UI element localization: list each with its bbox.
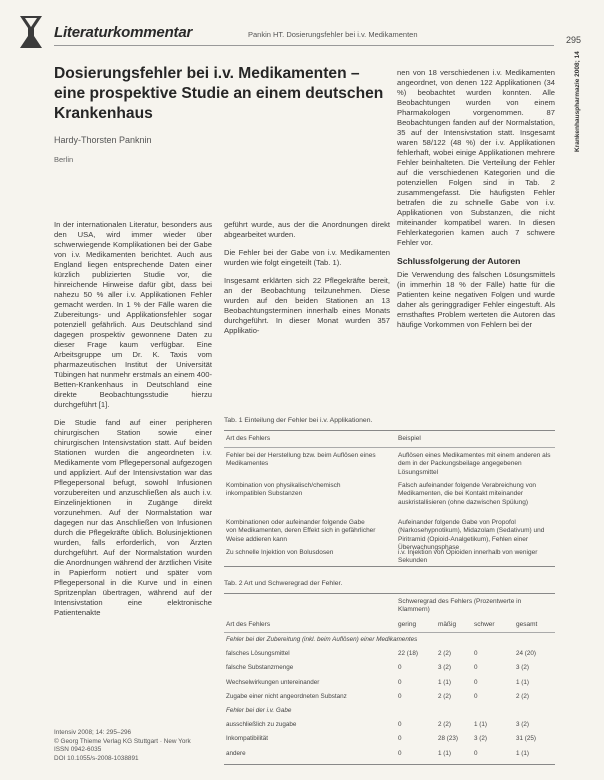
table-2-cell: 0 [474,678,478,686]
table-2-cell: 1 (1) [438,678,451,686]
table-2-cell: 3 (2) [438,664,451,672]
table-2-cell: 2 (2) [516,692,529,700]
table-2-cell: 0 [474,749,478,757]
table-1-cell: Auflösen eines Medikamentes mit einem anderen als dem in der Packungsbeilage angegebenen Lösungsmittel [398,452,551,476]
table-rule [224,632,555,633]
table-2-row [224,735,555,744]
body-paragraph: In der internationalen Literatur, besonders aus den USA, wird immer wieder über schwerwiegende Komplikationen bei der Gabe von i.v. Medikamenten berichtet. Auch aus England liegen entsprechende Daten einer kürzlich publizierten Studie vor, die hinreichende Hinweise dafür gibt, dass bei nahezu 50 % aller i.v. Applikationen Fehler gemacht werden. In 1 % der Fälle waren die Zubereitungs- und Applikationsfehler sogar potenziell gefährlich. Aus Deutschland sind dagegen prospektiv gewonnene Daten zu dieser Frage kaum verfügbar. Eine Arbeitsgruppe um Dr. K. Taxis vom pharmazeutischen Institut der Universität Tübingen hat nunmehr erstmals an einem 400-Betten-Krankenhaus in Deutschland eine direkte Beobachtungsstudie hierzu durchgeführt [1]. [54,220,212,409]
table-1-cell: Falsch aufeinander folgende Verabreichung von Medikamenten, die bei Kontakt miteinander auskristallisieren (ohne dazwischen Spülung) [398,482,537,506]
table-2-cell: 2 (2) [438,721,451,729]
table-2-cell: 0 [474,692,478,700]
table-2-cell: 2 (2) [438,692,451,700]
table-2-cell: 0 [474,650,478,658]
table-1-caption: Tab. 1 Einteilung der Fehler bei i.v. Applikationen. [224,417,373,424]
table-2-row-label: Inkompatibilität [226,735,268,743]
authors: Hardy-Thorsten Panknin [54,135,152,145]
journal-info [54,729,224,763]
column-2 [224,220,390,336]
table-2-group-header: Schweregrad des Fehlers (Prozentwerte in Klammern) [398,598,522,614]
table-2-row-label: falsche Substanzmenge [226,664,294,672]
table-2-cell: 0 [398,721,402,729]
table-2-row [224,664,555,673]
table-1-cell: Kombination von physikalisch/chemisch inkompatiblen Substanzen [226,482,341,498]
table-2-row-label: falsches Lösungsmittel [226,650,290,658]
table-2-cell: 1 (1) [516,749,529,757]
table-1-header: Beispiel [398,435,421,442]
journal-doi: DOI 10.1055/s-2008-1038891 [54,754,139,762]
body-paragraph: geführt wurde, aus der die Anordnungen direkt abgearbeitet wurden. [224,220,390,239]
table-2-row [224,721,555,730]
affiliation: Berlin [54,155,74,164]
body-paragraph: nen von 18 verschiedenen i.v. Medikamenten angeordnet, von denen 122 Applikationen (34 %) beobachtet wurden konnten. Alle Beobachtungen wurden von einem Pharmakologen vorgenommen. 87 Beobachtungen fanden auf der Normalstation, 35 auf der Intensivstation statt. Insgesamt waren 58/122 (48 %) der i.v. Applikationen fehlerhaft, wobei einige Applikationen mehrere Fehler beinhalteten. Die Verteilung der Fehler auf die verschiedenen Kategorien und die potenziellen Folgen sind in Tab. 2 zusammengefasst. Die häufigsten Fehler betrafen die zu schnelle Gabe von i.v. Applikationen von Substanzen, die nicht miteinander kompatibel waren. In diesen Fehlerkategorien kamen auch 7 schwere Fehler vor. [397,68,555,247]
journal-logo-icon [16,14,46,50]
table-2-row [224,636,555,645]
table-rule [224,447,555,448]
table-1-cell: i.v. Injektion von Opioiden innerhalb von weniger Sekunden [398,549,538,565]
table-2-cell: 3 (2) [516,664,529,672]
table-2-row [224,750,555,759]
table-2-cell: 1 (1) [516,678,529,686]
table-2-cell: 28 (23) [438,735,458,743]
table-2-cell: 31 (25) [516,735,536,743]
table-2-cell: 0 [398,735,402,743]
table-2-cell: 1 (1) [438,749,451,757]
section-heading: Schlussfolgerung der Autoren [397,256,521,266]
header-rule [54,45,554,46]
table-1-cell: Zu schnelle Injektion von Bolusdosen [226,549,334,556]
journal-citation: Intensiv 2008; 14: 295–296 [54,729,132,736]
article-title: Dosierungsfehler bei i.v. Medikamenten – eine prospektive Studie an einem deutschen Krankenhaus [54,65,384,122]
body-paragraph: Die Verwendung des falschen Lösungsmittels (in immerhin 18 % der Fälle) hatte für die Patienten keine negativen Folgen und wurde daher als geringgradiger Fehler eingestuft. Als ernsthaftes Problem werteten die Autoren das häufige Vorkommen von Fehlern bei der [397,270,555,329]
table-2-subheader: schwer [474,621,495,628]
table-1-cell: Kombinationen oder aufeinander folgende Gabe von Medikamenten, deren Effekt sich in gefährlicher Weise addieren kann [226,519,376,543]
page-number: 295 [566,35,582,45]
table-2-cell: 0 [474,664,478,672]
table-2-cell: 1 (1) [474,721,487,729]
table-2-row [224,693,555,702]
table-2-row-label: andere [226,749,246,757]
table-2-caption: Tab. 2 Art und Schweregrad der Fehler. [224,580,343,587]
table-2-row [224,650,555,659]
body-paragraph: Insgesamt erklärten sich 22 Pflegekräfte bereit, an der Beobachtung teilzunehmen. Diese wurden auf den beiden Stationen an 13 Beobachtungsterminen innerhalb eines Monats durchgeführt. In dieser Monat wurden 357 Applikatio- [224,276,390,335]
body-paragraph: Die Studie fand auf einer peripheren chirurgischen Station sowie einer chirurgischen Intensivstation statt. Auf beiden Stationen wurden die angeordneten i.v. Medikamente vom Pflegepersonal aufgezogen und appliziert. Auf der Intensivstation war das Pflegepersonal befugt, sowohl Infusionen vorzubereiten und anzuschließen als auch i.v. Einzelinjektionen in Zugänge direkt vorzunehmen. Auf der Normalstation war dagegen nur das Anschließen von Infusionen durch die Pflegekräfte üblich. Bolusinjektionen wurden, falls erforderlich, von Ärzten durchgeführt. Auf der Normalstation wurden die Anordnungen während der ärztlichen Visite in Papierform notiert und später vom Pflegepersonal in die Kurve und in einen Spritzenplan übertragen, während auf der Intensivstation eine elektronische Patientenakte [54,418,212,617]
table-1-cell: Aufeinander folgende Gabe von Propofol (Narkosehypnotikum), Midazolam (Sedativum) und Piritramid (Opioid-Analgetikum), Fehlen einer Überwachungsphase [398,519,545,551]
table-2-subheader: gesamt [516,621,538,628]
table-2-row-label: ausschließlich zu zugabe [226,721,297,729]
table-2-row-label: Fehler bei der i.v. Gabe [226,707,292,714]
column-3 [397,68,555,330]
table-2-cell: 0 [398,678,402,686]
table-2-column-label: Art des Fehlers [226,621,271,628]
journal-copyright: © Georg Thieme Verlag KG Stuttgart · New York [54,737,191,745]
side-label: Krankenhauspharmazie 2008; 14 [574,51,581,152]
table-rule [224,764,555,765]
table-2-row-label: Wechselwirkungen untereinander [226,678,320,686]
table-2-row [224,707,555,716]
table-2-cell: 0 [398,692,402,700]
table-2-cell: 3 (2) [516,721,529,729]
table-1-cell: Fehler bei der Herstellung bzw. beim Auflösen eines Medikamentes [226,452,376,468]
journal-issn: ISSN 0942-6035 [54,746,102,753]
table-2-subheader: mäßig [438,621,457,628]
table-rule [224,566,555,567]
table-2-row-label: Zugabe einer nicht angeordneten Substanz [226,692,347,700]
table-rule [224,593,555,594]
table-2-cell: 0 [398,664,402,672]
table-1-header: Art des Fehlers [226,435,271,442]
table-2-subheader: gering [398,621,417,628]
table-2-cell: 3 (2) [474,735,487,743]
table-2-row [224,679,555,688]
running-head: Pankin HT. Dosierungsfehler bei i.v. Medikamenten [248,30,418,39]
table-2-cell: 24 (20) [516,650,536,658]
table-2-cell: 2 (2) [438,650,451,658]
table-rule [224,430,555,431]
column-1 [54,220,212,618]
table-2-cell: 0 [398,749,402,757]
table-2-cell: 22 (18) [398,650,418,658]
section-title: Literaturkommentar [54,24,193,41]
table-2-row-label: Fehler bei der Zubereitung (inkl. beim Auflösen) einer Medikamentes [226,636,418,643]
body-paragraph: Die Fehler bei der Gabe von i.v. Medikamenten wurden wie folgt eingeteilt (Tab. 1). [224,248,390,267]
